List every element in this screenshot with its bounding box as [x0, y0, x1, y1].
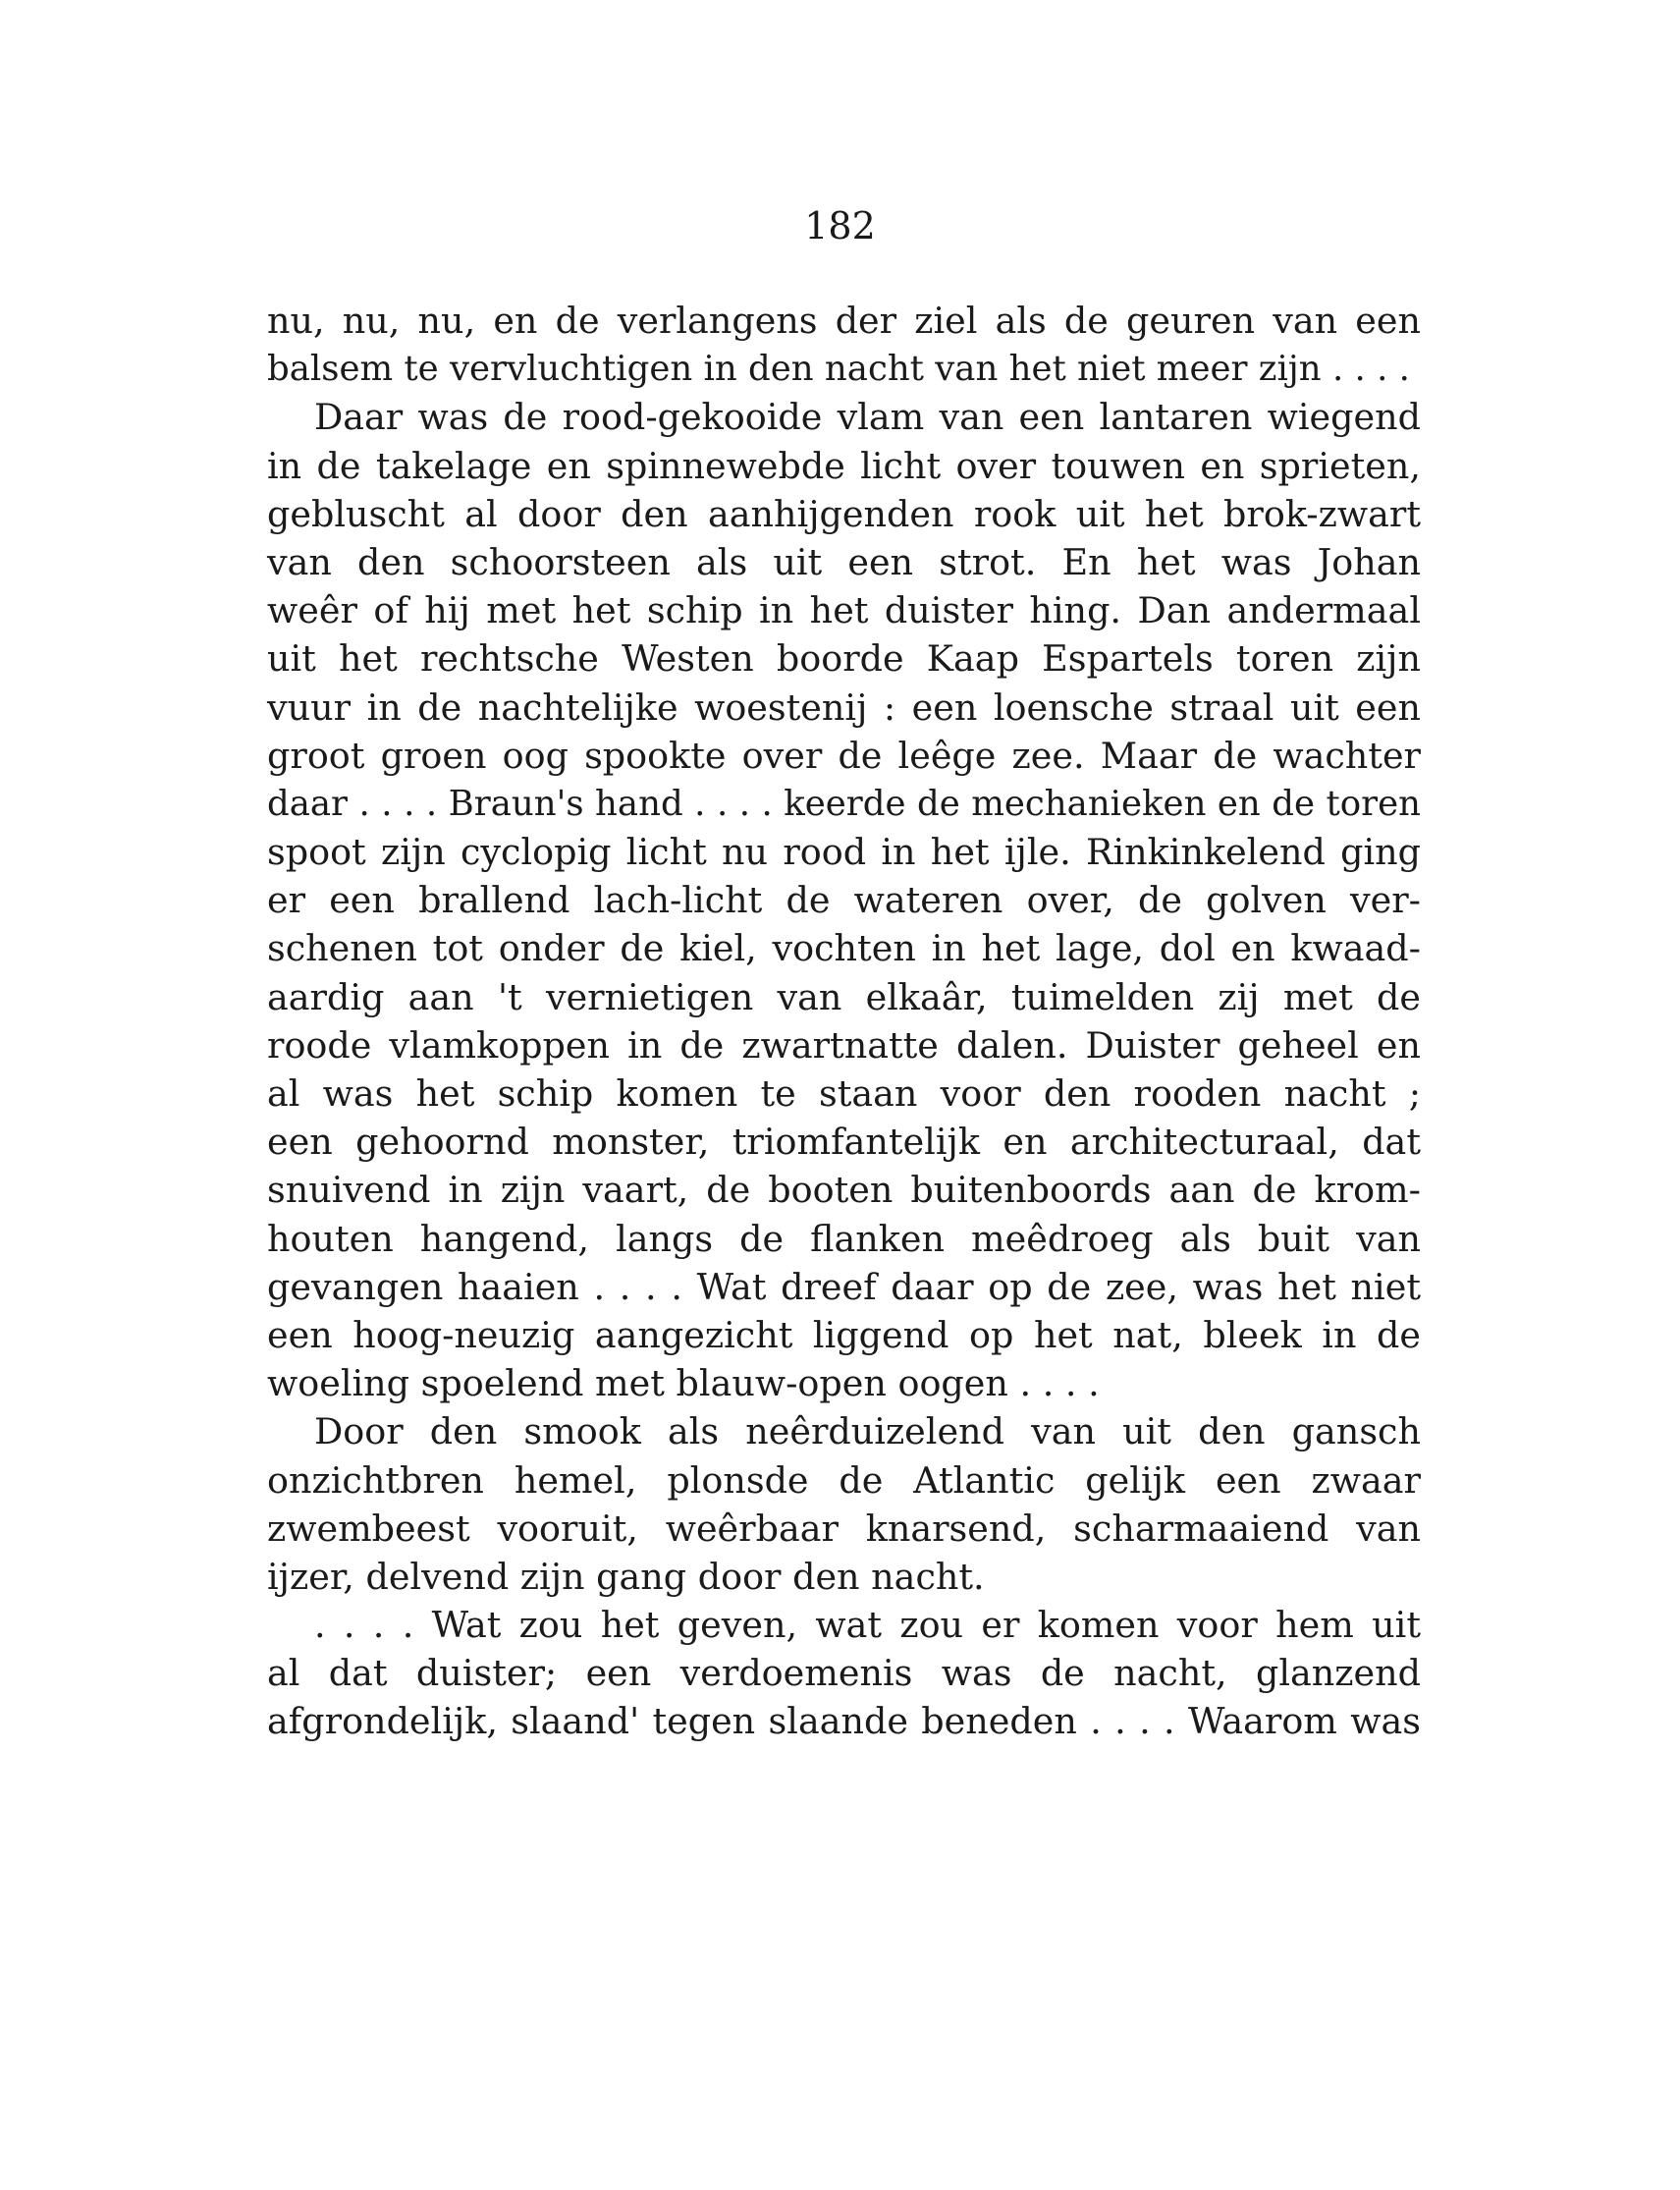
text-line: uit het rechtsche Westen boorde Kaap Espartels toren zijn: [267, 637, 1421, 681]
text-line: . . . . Wat zou het geven, wat zou er komen voor hem uit: [314, 1604, 1421, 1647]
text-line: spoot zijn cyclopig licht nu rood in het ijle. Rinkinkelend ging: [267, 831, 1421, 874]
text-line: een gehoornd monster, triomfantelijk en architecturaal, dat: [267, 1121, 1421, 1164]
text-line: al was het schip komen te staan voor den rooden nacht ;: [267, 1072, 1421, 1115]
text-line: vuur in de nachtelijke woestenij : een loensche straal uit een: [267, 685, 1421, 729]
page-number: 182: [804, 204, 876, 247]
text-line: balsem te vervluchtigen in den nacht van het niet meer zijn . . . .: [267, 349, 1410, 390]
text-line: zwembeest vooruit, weêrbaar knarsend, scharmaaiend van: [267, 1506, 1421, 1550]
text-line: ijzer, delvend zijn gang door den nacht.: [267, 1555, 985, 1598]
text-line: een hoog-neuzig aangezicht liggend op het nat, bleek in de: [267, 1313, 1421, 1356]
text-line: Daar was de rood-gekooide vlam van een lantaren wiegend: [314, 396, 1421, 439]
text-line: van den schoorsteen als uit een strot. En het was Johan: [267, 540, 1421, 583]
text-line: nu, nu, nu, en de verlangens der ziel als de geuren van een: [267, 300, 1421, 342]
text-line: onzichtbren hemel, plonsde de Atlantic gelijk een zwaar: [267, 1458, 1421, 1502]
text-line: daar . . . . Braun's hand . . . . keerde de mechanieken en de toren: [267, 783, 1421, 824]
text-line: schenen tot onder de kiel, vochten in het lage, dol en kwaad-: [267, 927, 1421, 970]
text-line: al dat duister; een verdoemenis was de nacht, glanzend: [267, 1652, 1421, 1695]
body-text: [267, 297, 1421, 1746]
text-line: woeling spoelend met blauw-open oogen . . . .: [267, 1362, 1100, 1405]
text-line: weêr of hij met het schip in het duister hing. Dan andermaal: [267, 589, 1421, 632]
text-line: roode vlamkoppen in de zwartnatte dalen. Duister geheel en: [267, 1023, 1421, 1067]
text-line: Door den smook als neêrduizelend van uit den gansch: [314, 1410, 1421, 1453]
text-line: afgrondelijk, slaand' tegen slaande beneden . . . . Waarom was: [267, 1700, 1421, 1743]
text-line: aardig aan 't vernietigen van elkaâr, tuimelden zij met de: [267, 975, 1421, 1018]
text-line: snuivend in zijn vaart, de booten buitenboords aan de krom-: [267, 1169, 1421, 1212]
text-line: gebluscht al door den aanhijgenden rook uit het brok-zwart: [267, 492, 1421, 535]
text-line: gevangen haaien . . . . Wat dreef daar op de zee, was het niet: [267, 1265, 1421, 1308]
text-line: groot groen oog spookte over de leêge zee. Maar de wachter: [267, 734, 1421, 777]
text-line: in de takelage en spinnewebde licht over touwen en sprieten,: [267, 444, 1421, 487]
text-line: houten hangend, langs de flanken meêdroeg als buit van: [267, 1217, 1421, 1260]
text-line: er een brallend lach-licht de wateren over, de golven ver-: [267, 879, 1421, 922]
